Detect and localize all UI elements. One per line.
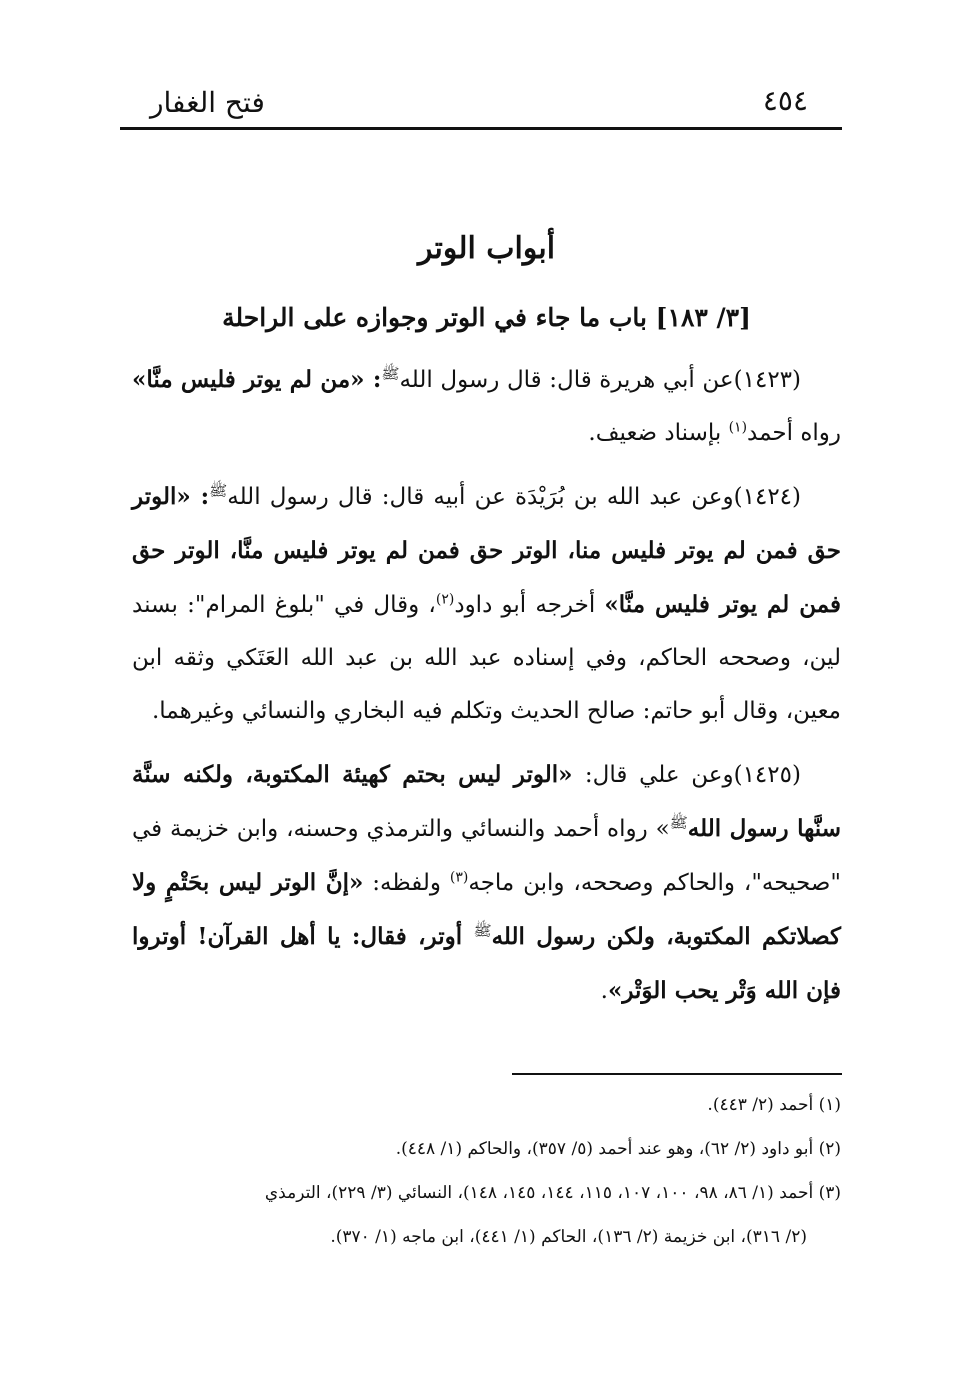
hadith-1423: [132, 353, 841, 460]
hadith-number: (١٤٢٣): [733, 367, 802, 393]
salutation-symbol: ﷺ: [669, 813, 688, 832]
page-number: ٤٥٤: [762, 84, 808, 117]
hadith-number: (١٤٢٥): [733, 762, 801, 788]
salutation-symbol: ﷺ: [209, 481, 228, 500]
hadith-source: » رواه أحمد والنسائي والترمذي وحسنه، وابن خزيمة في "صحيحه"، والحاكم وصححه، وابن ماجه: [132, 816, 841, 896]
hadith-intro: عن أبي هريرة قال: قال رسول الله: [399, 367, 734, 393]
hadith-commentary: ، وقال في "بلوغ المرام": بسند لين، وصححه الحاكم، وفي إسناده عبد الله بن عبد الله العَتَكي وثقه ابن معين، وقال أبو حاتم: صالح الحديث وتكلم فيه البخاري والنسائي وغيرهما.: [132, 592, 841, 724]
footnotes: [132, 1083, 841, 1259]
footnote-3-continued: (٢/ ٣١٦)، ابن خزيمة (٢/ ١٣٦)، الحاكم (١/ ٤٤١)، ابن ماجه (١/ ٣٧٠).: [330, 1227, 807, 1247]
hadith-quote: : «الوتر حق فمن لم يوتر فليس منا، الوتر حق فمن لم يوتر فليس منَّا، الوتر حق فمن لم يوتر فليس منَّا»: [132, 483, 841, 618]
hadith-quote-alt-end: أوتر، فقال: يا أهل القرآن! أوتروا فإن الله وَتْر يحب الوَتْر»: [132, 923, 841, 1004]
salutation-symbol: ﷺ: [381, 364, 400, 383]
hadith-intro: وعن علي قال:: [584, 762, 734, 788]
hadith-source: رواه أحمد: [747, 420, 841, 446]
hadith-quote: : «من لم يوتر فليس منَّا»: [132, 366, 382, 393]
header-rule: [120, 127, 842, 130]
hadith-wording-label: ولفظه:: [363, 870, 450, 896]
section-title: أبواب الوتر: [417, 231, 556, 266]
footnote-1: (١) أحمد (٢/ ٤٤٣).: [707, 1095, 841, 1115]
footnote-2: (٢) أبو داود (٢/ ٦٢)، وهو عند أحمد (٥/ ٣٥٧)، والحاكم (١/ ٤٤٨).: [395, 1139, 841, 1159]
hadith-1424: [132, 470, 841, 738]
footnote-ref[interactable]: (٣): [449, 869, 469, 886]
footnote-ref[interactable]: (٢): [435, 591, 455, 608]
page-header: [120, 78, 840, 130]
hadith-quote-alt: «إنَّ الوتر ليس بحَتْمٍ ولا كصلاتكم المكتوبة، ولكن رسول الله: [132, 869, 841, 950]
hadith-quote: «الوتر ليس بحتم كهيئة المكتوبة، ولكنه سنَّة سنَّها رسول الله: [132, 761, 841, 842]
hadith-intro: وعن عبد الله بن بُرَيْدَة عن أبيه قال: قال رسول الله: [227, 484, 734, 510]
footnote-rule: [512, 1073, 842, 1075]
running-title: فتح الغفار: [150, 86, 265, 119]
hadith-number: (١٤٢٤): [733, 484, 802, 510]
footnote-3: (٣) أحمد (١/ ٨٦، ٩٨، ١٠٠، ١٠٧، ١١٥، ١٤٤، ١٤٥، ١٤٨)، النسائي (٣/ ٢٢٩)، الترمذي: [264, 1183, 841, 1203]
hadith-source: أخرجه أبو داود: [454, 592, 605, 618]
chapter-title: [٣/ ١٨٣] باب ما جاء في الوتر وجوازه على الراحلة: [222, 303, 751, 332]
hadith-end: .: [600, 978, 608, 1004]
hadith-1425: [132, 748, 841, 1018]
salutation-symbol: ﷺ: [473, 921, 492, 940]
hadith-grading: بإسناد ضعيف.: [588, 420, 729, 446]
footnote-ref[interactable]: (١): [728, 419, 748, 436]
main-text: [132, 225, 841, 1028]
